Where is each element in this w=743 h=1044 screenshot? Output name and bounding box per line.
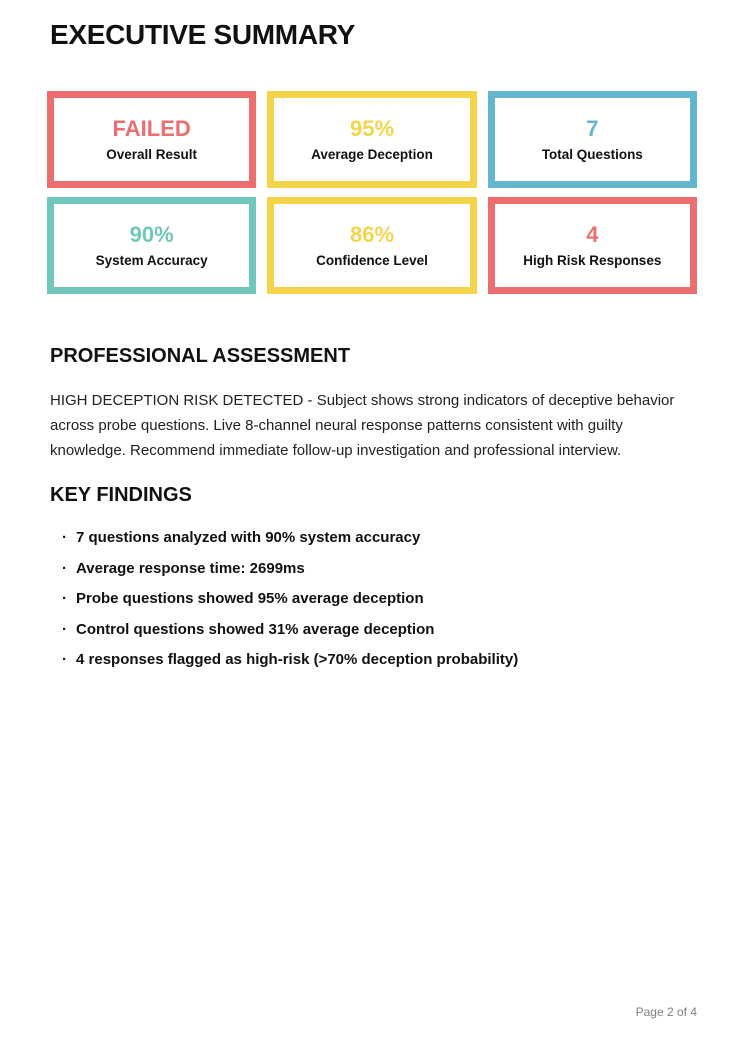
bullet-icon: · <box>62 651 67 668</box>
bullet-icon: · <box>62 620 67 638</box>
stat-value: FAILED <box>112 115 191 141</box>
key-finding-item <box>50 621 697 638</box>
key-findings-section <box>50 484 697 682</box>
stat-value: 4 <box>586 221 599 247</box>
stat-label: Average Deception <box>311 146 433 162</box>
stat-card-overall-result <box>47 91 256 188</box>
bullet-icon: · <box>62 590 67 607</box>
stat-value: 86% <box>349 221 395 247</box>
key-finding-item <box>50 590 697 607</box>
stat-card-high-risk-responses <box>488 197 697 294</box>
key-finding-text: Probe questions showed 95% average deception <box>76 590 424 607</box>
key-finding-item <box>50 529 697 546</box>
bullet-icon: · <box>62 529 67 546</box>
stat-label: Total Questions <box>541 146 643 162</box>
key-finding-text: 4 responses flagged as high-risk (>70% deception probability) <box>76 651 519 668</box>
stat-card-system-accuracy <box>47 197 256 294</box>
stat-label: Confidence Level <box>316 252 428 268</box>
stat-label: High Risk Responses <box>523 252 662 268</box>
stat-card-average-deception <box>267 91 476 188</box>
stat-label: System Accuracy <box>95 252 208 268</box>
key-findings-list <box>50 529 697 668</box>
stat-label: Overall Result <box>106 146 198 162</box>
stat-card-total-questions <box>488 91 697 188</box>
professional-assessment-section <box>50 345 697 463</box>
key-findings-heading: KEY FINDINGS <box>50 484 192 506</box>
stat-value: 7 <box>586 115 599 141</box>
stats-grid <box>47 91 697 294</box>
bullet-icon: · <box>62 559 67 577</box>
key-finding-item <box>50 651 697 668</box>
stat-card-confidence-level <box>267 197 476 294</box>
key-finding-text: 7 questions analyzed with 90% system accuracy <box>76 529 421 546</box>
key-finding-text: Average response time: 2699ms <box>76 559 305 577</box>
professional-assessment-body: HIGH DECEPTION RISK DETECTED - Subject shows strong indicators of deceptive behavior across probe questions. Live 8-channel neural response patterns consistent with guilty knowledge. Recommend immediate follow-up investigation and professional interview. <box>50 392 675 459</box>
professional-assessment-heading: PROFESSIONAL ASSESSMENT <box>50 345 351 367</box>
key-finding-text: Control questions showed 31% average deception <box>76 620 435 638</box>
page-number: Page 2 of 4 <box>635 1005 697 1019</box>
page-title: EXECUTIVE SUMMARY <box>50 19 356 50</box>
stat-value: 90% <box>129 221 174 247</box>
stat-value: 95% <box>349 115 395 141</box>
key-finding-item <box>50 560 697 577</box>
